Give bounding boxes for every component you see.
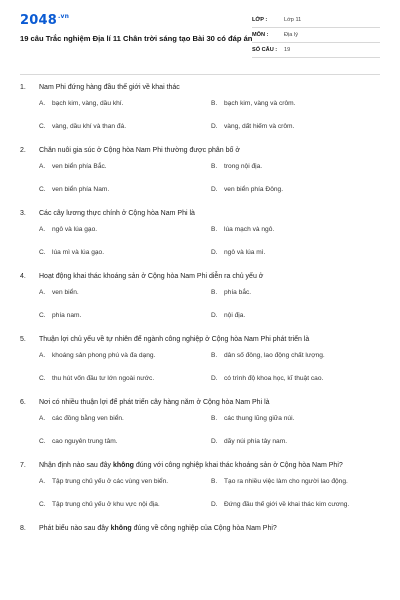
option-text: nội địa. — [224, 312, 246, 319]
question-stem-text: đúng với công nghiệp khai thác khoáng sản ở Cộng hòa Nam Phi? — [133, 462, 343, 469]
option-letter: B. — [211, 352, 218, 359]
option-letter: B. — [211, 100, 218, 107]
answer-option[interactable] — [39, 374, 211, 387]
answer-option[interactable] — [211, 414, 383, 427]
option-letter: D. — [211, 501, 218, 508]
option-letter: A. — [39, 163, 46, 170]
question-stem — [39, 272, 263, 282]
answer-option[interactable] — [39, 477, 211, 490]
meta-row-count — [252, 43, 380, 58]
option-text: ngô và lúa mì. — [224, 249, 266, 256]
answer-option[interactable] — [39, 162, 211, 175]
question-stem-text: Phát biểu nào sau đây — [39, 525, 111, 532]
question-item — [20, 269, 380, 334]
question-number: 4. — [20, 273, 26, 280]
answer-option[interactable] — [211, 311, 383, 324]
question-number: 8. — [20, 525, 26, 532]
option-letter: D. — [211, 249, 218, 256]
option-text: các thung lũng giữa núi. — [224, 415, 295, 422]
option-letter: D. — [211, 312, 218, 319]
question-stem-text: Hoạt động khai thác khoáng sản ở Cộng hòa Nam Phi diễn ra chủ yếu ở — [39, 273, 264, 280]
logo-domain: .vn — [57, 13, 70, 20]
option-text: dãy núi phía tây nam. — [224, 438, 288, 445]
option-text: vàng, dất hiếm và crôm. — [224, 123, 295, 130]
answer-option[interactable] — [211, 477, 383, 490]
answer-option[interactable] — [211, 500, 383, 513]
option-letter: D. — [211, 375, 218, 382]
meta-label: LỚP : — [252, 17, 268, 23]
meta-row-class — [252, 13, 380, 28]
question-number: 2. — [20, 147, 26, 154]
question-item — [20, 332, 380, 397]
option-text: vàng, dầu khí và than đá. — [52, 123, 127, 130]
question-text — [20, 143, 380, 156]
option-letter: C. — [39, 312, 46, 319]
question-stem-text: Nơi có nhiều thuận lợi để phát triển cây hàng năm ở Cộng hòa Nam Phi là — [39, 399, 270, 406]
logo-text: 2048 — [20, 13, 57, 28]
answer-option[interactable] — [211, 437, 383, 450]
option-letter: A. — [39, 289, 46, 296]
question-emphasis: không — [110, 525, 132, 532]
meta-value: Địa lý — [284, 32, 298, 38]
question-item — [20, 206, 380, 271]
option-text: ven biển phía Nam. — [52, 186, 110, 193]
page-title: 19 câu Trắc nghiệm Địa lí 11 Chân trời sáng tạo Bài 30 có đáp án — [20, 34, 253, 43]
option-letter: A. — [39, 478, 46, 485]
answer-option[interactable] — [39, 500, 211, 513]
answer-options — [39, 99, 380, 145]
question-text — [20, 80, 380, 93]
meta-info — [252, 13, 380, 58]
question-stem-text: Các cây lương thực chính ở Cộng hòa Nam Phi là — [39, 210, 195, 217]
question-text — [20, 458, 380, 471]
question-number: 7. — [20, 462, 26, 469]
option-letter: A. — [39, 352, 46, 359]
answer-option[interactable] — [39, 122, 211, 135]
question-stem — [39, 209, 195, 219]
question-text — [20, 269, 380, 282]
answer-option[interactable] — [211, 288, 383, 301]
question-item — [20, 458, 380, 523]
option-text: Tập trung chủ yếu ở khu vực nội địa. — [52, 501, 160, 508]
site-logo[interactable] — [20, 13, 69, 28]
question-stem — [39, 461, 343, 471]
answer-option[interactable] — [211, 162, 383, 175]
answer-option[interactable] — [39, 248, 211, 261]
question-list — [20, 80, 380, 534]
question-item — [20, 80, 380, 145]
question-text — [20, 206, 380, 219]
option-text: ven biển phía Bắc. — [52, 163, 107, 170]
answer-option[interactable] — [211, 185, 383, 198]
option-letter: B. — [211, 478, 218, 485]
option-text: các đồng bằng ven biển. — [52, 415, 124, 422]
option-letter: A. — [39, 415, 46, 422]
answer-option[interactable] — [39, 414, 211, 427]
answer-option[interactable] — [39, 351, 211, 364]
option-letter: C. — [39, 123, 46, 130]
question-stem-text: Nam Phi đứng hàng đầu thế giới về khai thác — [39, 84, 180, 91]
option-text: lúa mạch và ngô. — [224, 226, 275, 233]
question-emphasis: không — [112, 462, 134, 469]
question-text — [20, 521, 380, 534]
answer-option[interactable] — [39, 288, 211, 301]
answer-option[interactable] — [211, 248, 383, 261]
answer-option[interactable] — [39, 311, 211, 324]
answer-options — [39, 477, 380, 523]
question-number: 6. — [20, 399, 26, 406]
question-stem-text: Nhận định nào sau đây — [39, 462, 113, 469]
question-number: 1. — [20, 84, 26, 91]
option-letter: C. — [39, 375, 46, 382]
option-text: lúa mì và lúa gạo. — [52, 249, 105, 256]
meta-label: SỐ CÂU : — [252, 47, 278, 53]
question-item — [20, 395, 380, 460]
answer-option[interactable] — [39, 437, 211, 450]
answer-option[interactable] — [39, 185, 211, 198]
answer-option[interactable] — [211, 225, 383, 238]
option-text: phía bắc. — [224, 289, 252, 296]
meta-row-subject — [252, 28, 380, 43]
question-stem-text: Thuận lợi chủ yếu về tự nhiên để ngành công nghiệp ở Cộng hòa Nam Phi phát triển là — [39, 336, 310, 343]
option-letter: C. — [39, 249, 46, 256]
question-stem — [39, 83, 180, 93]
option-letter: C. — [39, 438, 46, 445]
option-letter: B. — [211, 289, 218, 296]
option-letter: C. — [39, 186, 46, 193]
question-text — [20, 395, 380, 408]
question-stem — [39, 146, 240, 156]
option-text: ven biển phía Đông. — [224, 186, 284, 193]
option-letter: C. — [39, 501, 46, 508]
option-text: bạch kim, vàng và crôm. — [224, 100, 296, 107]
answer-option[interactable] — [211, 351, 383, 364]
answer-options — [39, 288, 380, 334]
question-number: 5. — [20, 336, 26, 343]
option-letter: D. — [211, 123, 218, 130]
question-stem — [39, 398, 270, 408]
question-item — [20, 143, 380, 208]
option-letter: B. — [211, 226, 218, 233]
option-text: phía nam. — [52, 312, 82, 319]
option-text: trong nội địa. — [224, 163, 263, 170]
answer-options — [39, 225, 380, 271]
meta-label: MÔN : — [252, 32, 269, 38]
answer-options — [39, 162, 380, 208]
option-text: Tập trung chủ yếu ở các vùng ven biển. — [52, 478, 169, 485]
option-text: Đứng đầu thế giới về khai thác kim cương. — [224, 501, 350, 508]
option-letter: D. — [211, 438, 218, 445]
question-number: 3. — [20, 210, 26, 217]
question-stem-text: Chăn nuôi gia súc ở Cộng hòa Nam Phi thường được phân bố ở — [39, 147, 240, 154]
option-text: cao nguyên trung tâm. — [52, 438, 118, 445]
option-text: dân số đông, lao động chất lượng. — [224, 352, 325, 359]
option-letter: A. — [39, 100, 46, 107]
header-divider — [20, 74, 380, 75]
option-letter: B. — [211, 163, 218, 170]
question-stem-text: đúng về công nghiệp của Cộng hòa Nam Phi? — [131, 525, 277, 532]
question-stem — [39, 524, 277, 534]
option-text: ngô và lúa gạo. — [52, 226, 98, 233]
answer-options — [39, 414, 380, 460]
option-letter: B. — [211, 415, 218, 422]
question-stem — [39, 335, 309, 345]
question-item — [20, 521, 380, 534]
option-text: có trình độ khoa học, kĩ thuật cao. — [224, 375, 324, 382]
option-text: thu hút vốn đầu tư lớn ngoài nước. — [52, 375, 155, 382]
option-letter: D. — [211, 186, 218, 193]
answer-option[interactable] — [211, 122, 383, 135]
question-text — [20, 332, 380, 345]
header — [0, 0, 400, 62]
answer-option[interactable] — [39, 225, 211, 238]
option-text: bạch kim, vàng, dầu khí. — [52, 100, 124, 107]
option-text: khoáng sản phong phú và đa dạng. — [52, 352, 156, 359]
answer-option[interactable] — [211, 99, 383, 112]
option-text: Tạo ra nhiều việc làm cho người lao động. — [224, 478, 348, 485]
answer-option[interactable] — [211, 374, 383, 387]
meta-value: 19 — [284, 47, 291, 53]
answer-options — [39, 351, 380, 397]
meta-value: Lớp 11 — [284, 17, 302, 23]
option-letter: A. — [39, 226, 46, 233]
answer-option[interactable] — [39, 99, 211, 112]
option-text: ven biển. — [52, 289, 79, 296]
